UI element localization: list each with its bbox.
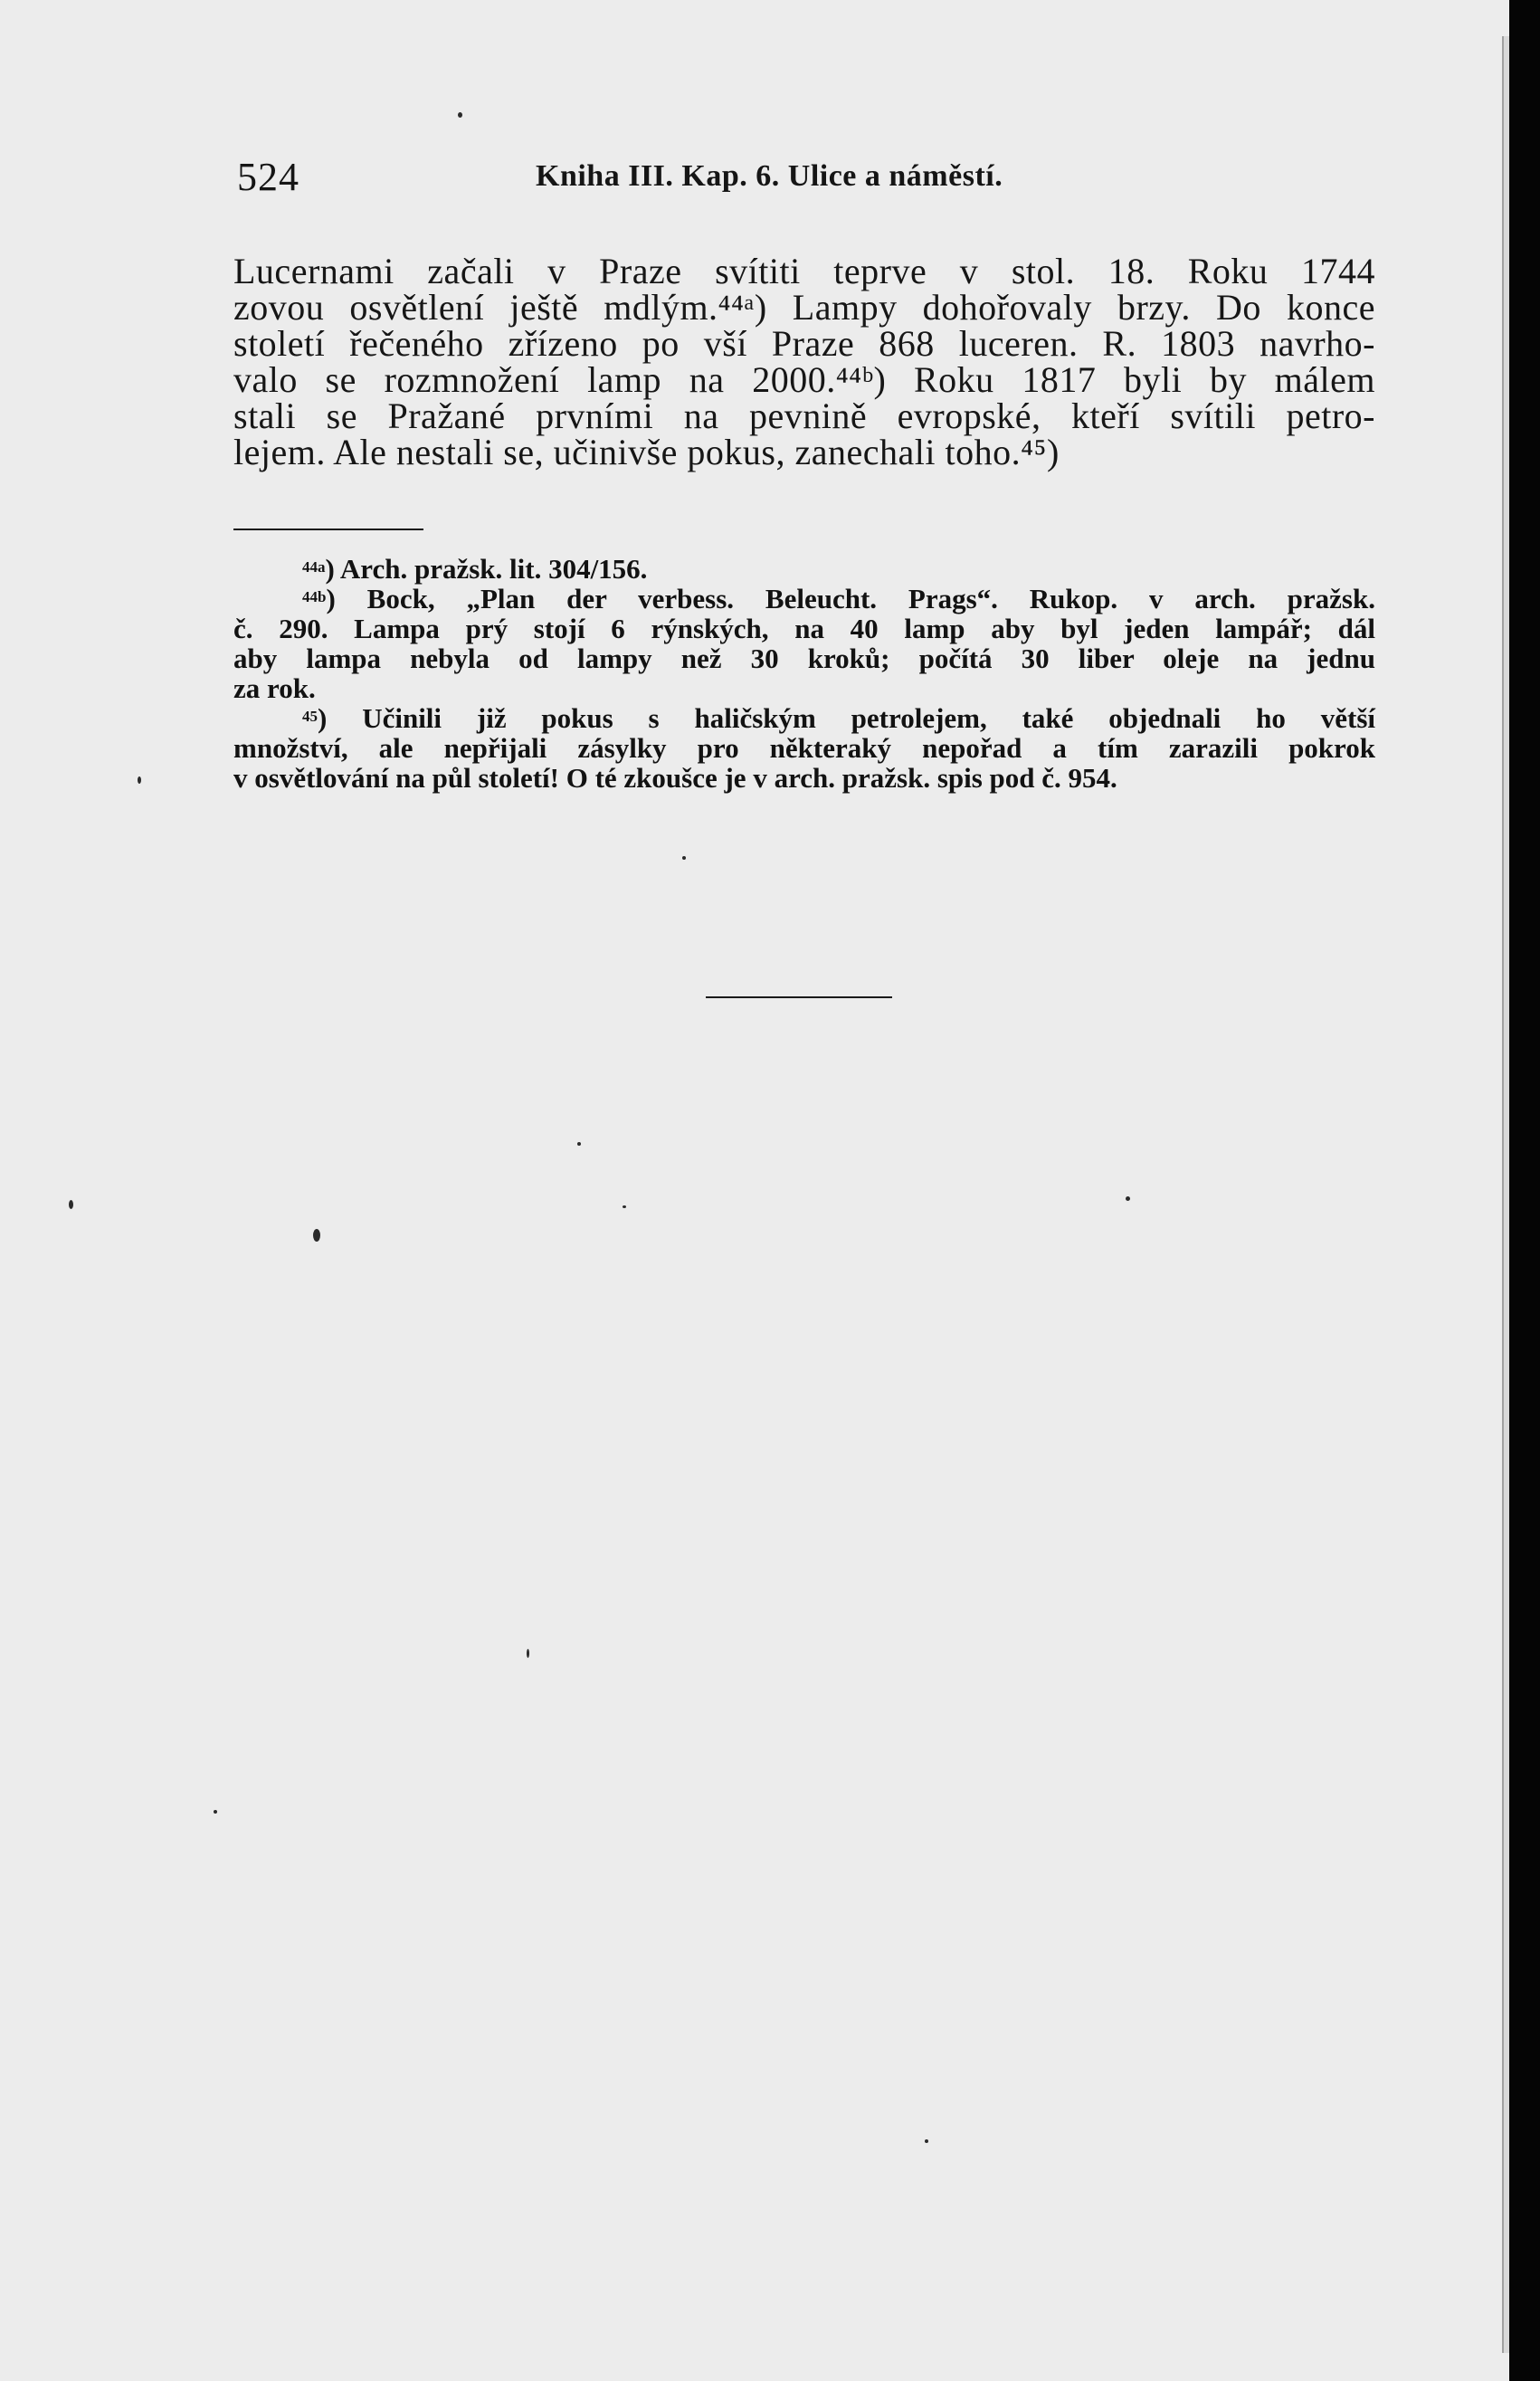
scan-speck — [313, 1229, 320, 1242]
footnote-marker: 45 — [302, 708, 318, 725]
page-edge — [1502, 36, 1509, 2353]
body-line: lejem. Ale nestali se, učinivše pokus, zanechali toho.⁴⁵) — [233, 432, 1060, 472]
footnote-line: aby lampa nebyla od lampy než 30 kroků; počítá 30 liber oleje na jednu — [233, 643, 1375, 674]
footnote-text: Arch. pražsk. lit. 304/156. — [339, 553, 648, 585]
scan-speck — [623, 1205, 626, 1208]
scan-speck — [458, 112, 462, 118]
footnote-line: množství, ale nepřijali zásylky pro některaký nepořad a tím zarazili pokrok — [233, 732, 1375, 764]
footnote-marker: 44b — [302, 588, 327, 605]
footnote-line: $^{45}$) Učinili již pokus s haličským petrolejem, také objednali ho větší — [302, 702, 1375, 734]
footnote-line: $^{44a}$) Arch. pražsk. lit. 304/156. — [302, 553, 648, 585]
scan-speck — [577, 1142, 581, 1146]
scan-speck — [527, 1649, 529, 1658]
body-line: zovou osvětlení ještě mdlým.⁴⁴ᵃ) Lampy dohořovaly brzy. Do konce — [233, 287, 1375, 328]
scan-speck — [138, 776, 141, 784]
footnote-line: v osvětlování na půl století! O té zkoušce je v arch. pražsk. spis pod č. 954. — [233, 762, 1117, 794]
end-rule — [706, 996, 892, 998]
footnote-line: za rok. — [233, 672, 316, 704]
scan-speck — [69, 1200, 73, 1209]
scan-speck — [1126, 1196, 1130, 1201]
body-paragraph — [233, 253, 1375, 471]
page-header — [237, 154, 1368, 208]
body-line: valo se rozmnožení lamp na 2000.⁴⁴ᵇ) Roku 1817 byli by málem — [233, 359, 1375, 400]
footnote-marker: 44a — [302, 558, 326, 576]
scan-speck — [214, 1810, 217, 1814]
body-line: Lucernami začali v Praze svítiti teprve v stol. 18. Roku 1744 — [233, 251, 1375, 291]
scan-speck — [682, 856, 686, 860]
footnote-line: č. 290. Lampa prý stojí 6 rýnských, na 40 lamp aby byl jeden lampář; dál — [233, 613, 1375, 644]
body-line: stali se Pražané prvními na pevnině evropské, kteří svítili petro- — [233, 395, 1375, 436]
page-number: 524 — [237, 155, 299, 199]
body-line: století řečeného zřízeno po vší Praze 868 luceren. R. 1803 navrho- — [233, 323, 1375, 364]
footnote-text: Učinili již pokus s haličským petrolejem, také objednali ho větší — [362, 702, 1375, 734]
footnotes — [233, 554, 1375, 793]
footnote-line: $^{44b}$) Bock, „Plan der verbess. Beleucht. Prags“. Rukop. v arch. pražsk. — [302, 583, 1375, 614]
footnote-text: Bock, „Plan der verbess. Beleucht. Prags“. Rukop. v arch. pražsk. — [366, 583, 1375, 614]
scan-speck — [925, 2139, 928, 2143]
running-head: Kniha III. Kap. 6. Ulice a náměstí. — [536, 159, 1003, 193]
footnote-separator — [233, 529, 423, 530]
